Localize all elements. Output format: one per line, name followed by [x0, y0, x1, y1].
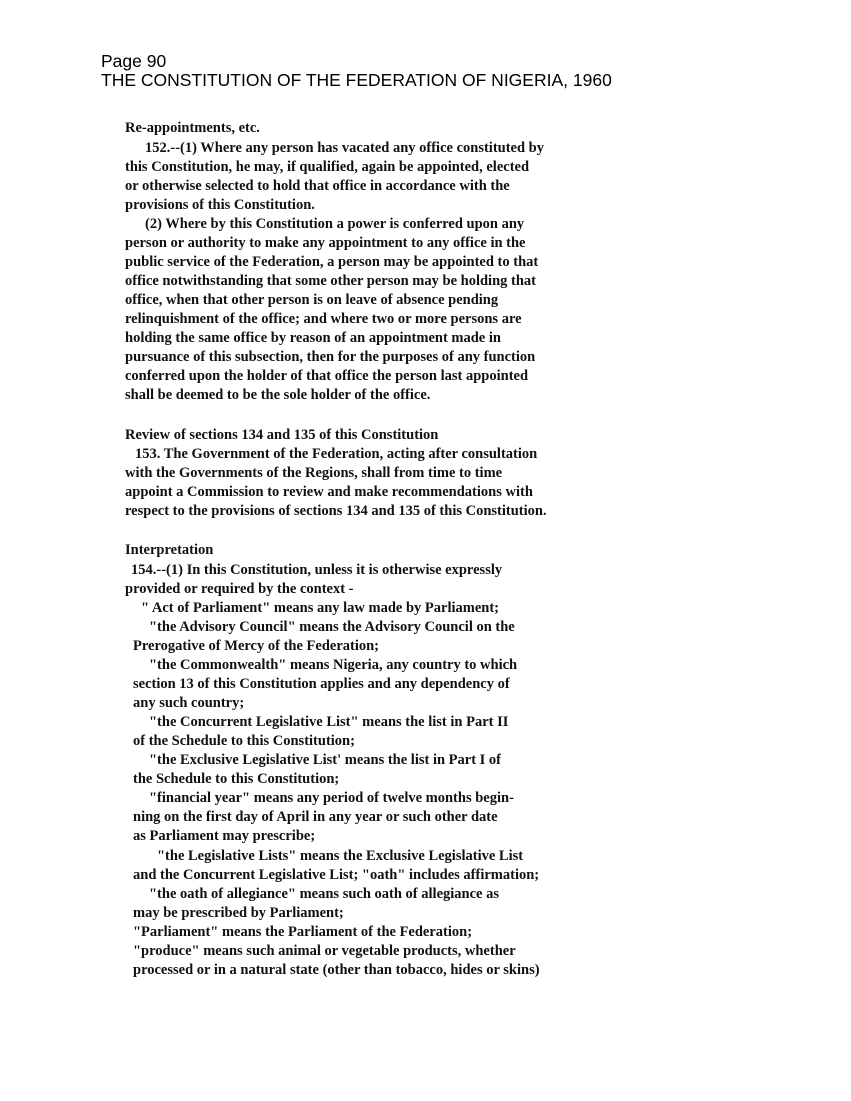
- text-line: pursuance of this subsection, then for the purposes of any function: [125, 349, 536, 365]
- text-line: provisions of this Constitution.: [125, 197, 315, 213]
- page-number: Page 90: [101, 51, 167, 71]
- section-heading: Re-appointments, etc.: [125, 120, 260, 136]
- text-line: ning on the first day of April in any year or such other date: [133, 809, 498, 825]
- text-line: " Act of Parliament" means any law made by Parliament;: [141, 600, 500, 616]
- text-line: "Parliament" means the Parliament of the Federation;: [133, 924, 473, 940]
- section-heading: Review of sections 134 and 135 of this Constitution: [125, 427, 439, 443]
- text-line: 154.--(1) In this Constitution, unless it is otherwise expressly: [131, 562, 503, 578]
- text-line: 152.--(1) Where any person has vacated any office constituted by: [145, 140, 544, 156]
- text-line: respect to the provisions of sections 134 and 135 of this Constitution.: [125, 503, 547, 519]
- text-line: as Parliament may prescribe;: [133, 828, 316, 844]
- text-line: conferred upon the holder of that office the person last appointed: [125, 368, 529, 384]
- text-line: "the Concurrent Legislative List" means the list in Part II: [149, 714, 509, 730]
- text-line: Prerogative of Mercy of the Federation;: [133, 638, 380, 654]
- text-line: "the Legislative Lists" means the Exclusive Legislative List: [157, 848, 524, 864]
- page-header: [101, 52, 612, 90]
- text-line: "the oath of allegiance" means such oath of allegiance as: [149, 886, 499, 902]
- text-line: "the Commonwealth" means Nigeria, any country to which: [149, 657, 518, 673]
- text-line: any such country;: [133, 695, 245, 711]
- text-line: person or authority to make any appointment to any office in the: [125, 235, 526, 251]
- text-line: the Schedule to this Constitution;: [133, 771, 340, 787]
- text-line: provided or required by the context -: [125, 581, 354, 597]
- text-line: "the Advisory Council" means the Advisory Council on the: [149, 619, 515, 635]
- text-line: section 13 of this Constitution applies and any dependency of: [133, 676, 510, 692]
- text-line: office, when that other person is on leave of absence pending: [125, 292, 499, 308]
- text-line: or otherwise selected to hold that office in accordance with the: [125, 178, 510, 194]
- text-line: office notwithstanding that some other person may be holding that: [125, 273, 536, 289]
- text-line: "the Exclusive Legislative List' means the list in Part I of: [149, 752, 502, 768]
- text-line: holding the same office by reason of an appointment made in: [125, 330, 501, 346]
- text-line: processed or in a natural state (other than tobacco, hides or skins): [133, 962, 540, 978]
- text-line: "financial year" means any period of twelve months begin-: [149, 790, 514, 806]
- section-heading: Interpretation: [125, 542, 214, 558]
- text-line: (2) Where by this Constitution a power is conferred upon any: [145, 216, 525, 232]
- document-title: THE CONSTITUTION OF THE FEDERATION OF NIGERIA, 1960: [101, 70, 612, 90]
- text-line: "produce" means such animal or vegetable products, whether: [133, 943, 516, 959]
- text-line: 153. The Government of the Federation, acting after consultation: [135, 446, 538, 462]
- text-line: public service of the Federation, a person may be appointed to that: [125, 254, 539, 270]
- text-line: relinquishment of the office; and where two or more persons are: [125, 311, 522, 327]
- text-line: shall be deemed to be the sole holder of the office.: [125, 387, 431, 403]
- text-line: appoint a Commission to review and make recommendations with: [125, 484, 533, 500]
- text-line: and the Concurrent Legislative List; "oath" includes affirmation;: [133, 867, 540, 883]
- text-line: may be prescribed by Parliament;: [133, 905, 344, 921]
- text-line: of the Schedule to this Constitution;: [133, 733, 355, 749]
- text-line: with the Governments of the Regions, shall from time to time: [125, 465, 503, 481]
- text-line: this Constitution, he may, if qualified, again be appointed, elected: [125, 159, 530, 175]
